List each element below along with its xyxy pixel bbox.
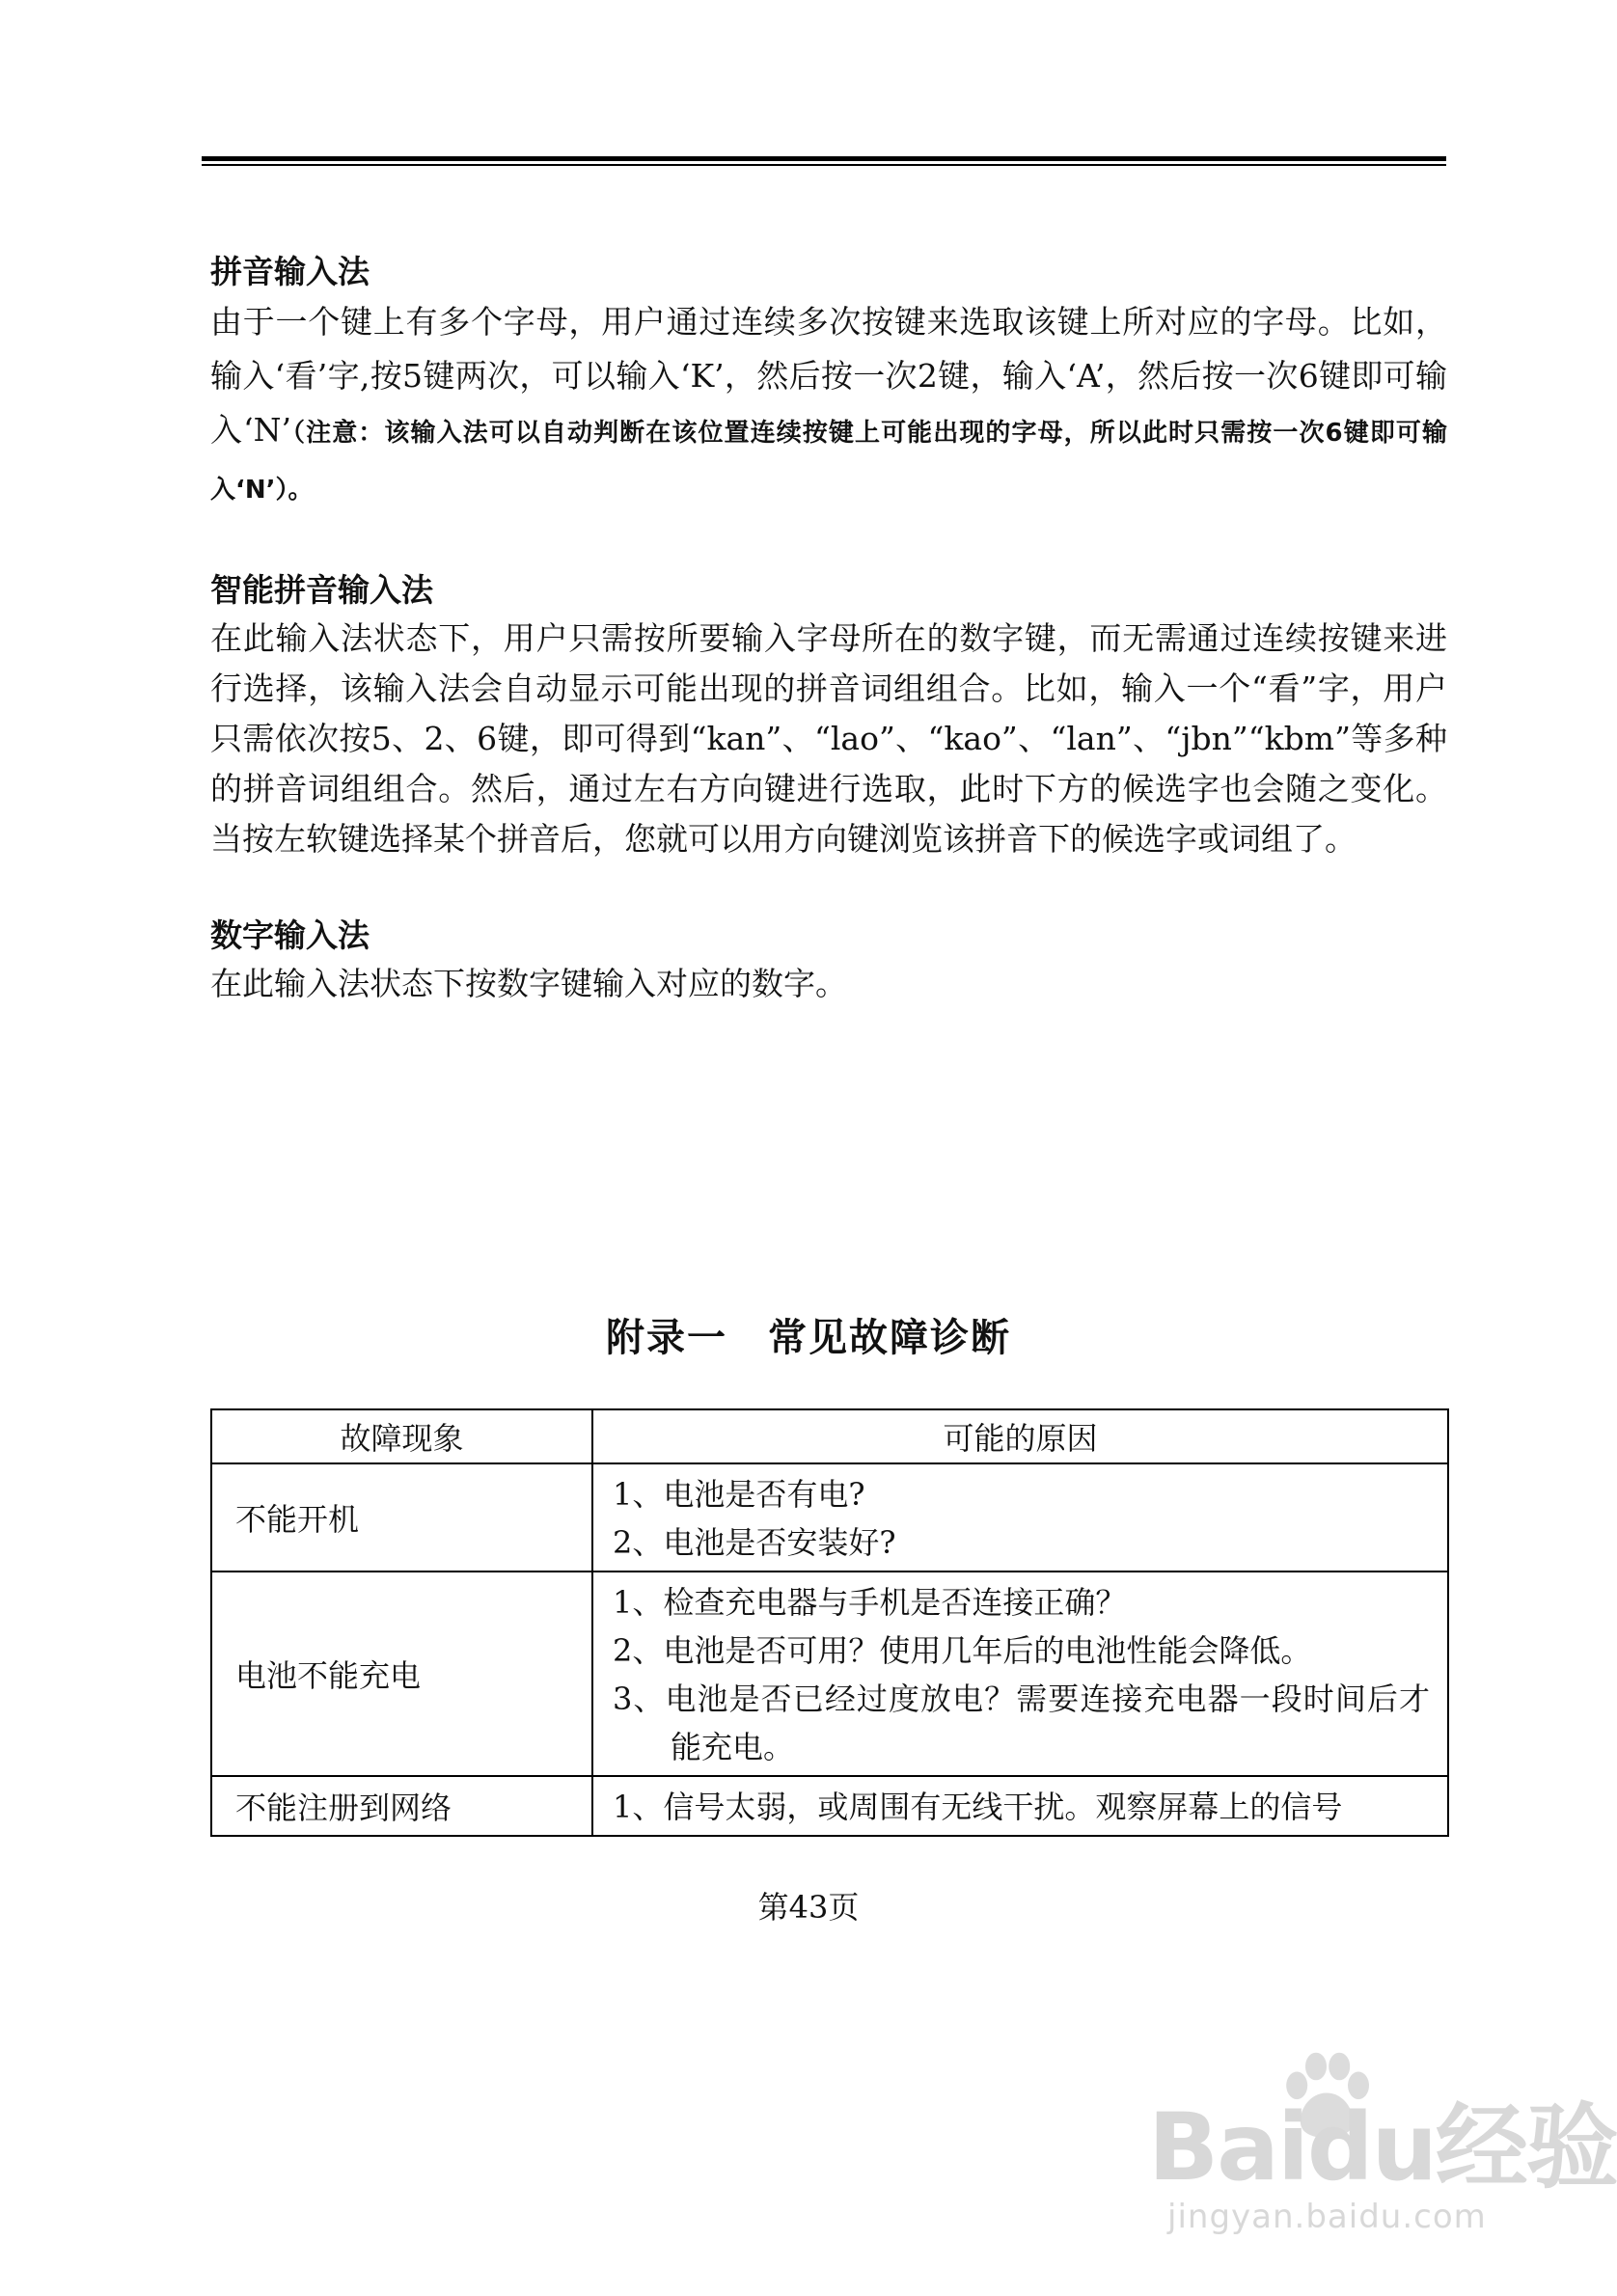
column-header-causes: 可能的原因 (592, 1409, 1448, 1463)
baidu-watermark (1148, 2074, 1617, 2257)
section-body (210, 295, 1447, 517)
cause-item: 1、电池是否有电? (613, 1476, 865, 1513)
symptom-cell: 电池不能充电 (211, 1572, 592, 1776)
cause-item: 2、电池是否安装好? (613, 1524, 896, 1561)
table-row (211, 1776, 1448, 1836)
section-heading: 智能拼音输入法 (210, 571, 433, 609)
page-number: 第43页 (757, 1889, 860, 1926)
page-content (210, 249, 1447, 1009)
column-header-symptom: 故障现象 (211, 1409, 592, 1463)
section-text: 由于一个键上有多个字母，用户通过连续多次按键来选取该键上所对应的字母。比如，输入‘看’字,按5键两次，可以输入‘K’，然后按一次2键，输入‘A’，然后按一次6键即可输入‘N’ (210, 303, 1447, 449)
section-body: 在此输入法状态下，用户只需按所要输入字母所在的数字键，而无需通过连续按键来进行选择，该输入法会自动显示可能出现的拼音词组组合。比如，输入一个“看”字，用户只需依次按5、2、6键，即可得到“kan”、“lao”、“kao”、“lan”、“jbn”“kbm”等多种的拼音词组组合。然后，通过左右方向键进行选取，此时下方的候选字也会随之变化。当按左软键选择某个拼音后，您就可以用方向键浏览该拼音下的候选字或词组了。 (210, 619, 1447, 858)
section-note: （注意：该输入法可以自动判断在该位置连续按键上可能出现的字母，所以此时只需按一次6键即可输入‘N’）。 (210, 419, 1448, 505)
section-pinyin (210, 249, 1447, 517)
causes-cell (592, 1776, 1448, 1836)
table-header-row (211, 1409, 1448, 1463)
causes-cell (592, 1572, 1448, 1776)
fault-diagnosis-table (210, 1408, 1449, 1837)
section-smart-pinyin (210, 567, 1447, 864)
watermark-logo-text: Baidu经验 (1148, 2093, 1617, 2201)
table-row (211, 1572, 1448, 1776)
table-row (211, 1463, 1448, 1572)
section-heading: 数字输入法 (210, 916, 370, 954)
symptom-cell: 不能开机 (211, 1463, 592, 1572)
cause-item: 1、信号太弱，或周围有无线干扰。观察屏幕上的信号 (613, 1789, 1343, 1825)
section-body: 在此输入法状态下按数字键输入对应的数字。 (210, 965, 847, 1002)
header-rule-thin (202, 164, 1446, 166)
section-heading: 拼音输入法 (210, 253, 370, 290)
cause-item: 1、检查充电器与手机是否连接正确？ (613, 1584, 1127, 1621)
header-rule (202, 156, 1446, 167)
section-numeric (210, 913, 1447, 1009)
header-rule-thick (202, 156, 1446, 161)
causes-cell (592, 1463, 1448, 1572)
cause-item: 3、电池是否已经过度放电？需要连接充电器一段时间后才能充电。 (613, 1681, 1430, 1765)
symptom-cell: 不能注册到网络 (211, 1776, 592, 1836)
appendix-title: 附录一 常见故障诊断 (606, 1316, 1011, 1360)
watermark-url: jingyan.baidu.com (1167, 2198, 1487, 2236)
cause-item: 2、电池是否可用？使用几年后的电池性能会降低。 (613, 1632, 1312, 1669)
